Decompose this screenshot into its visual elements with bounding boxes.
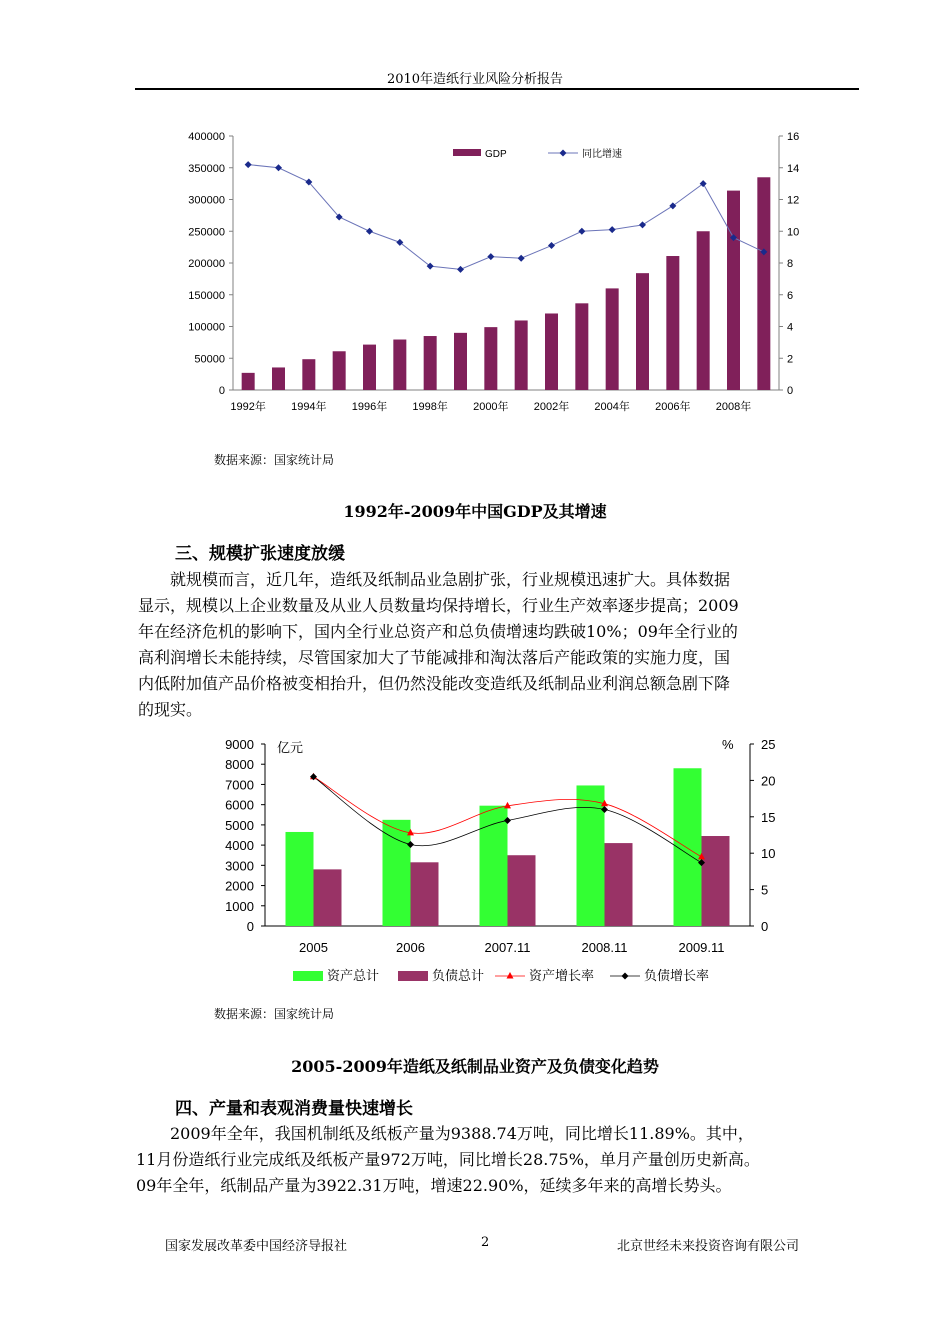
liabilities-bar [314,869,342,926]
section4-line: 2009年全年，我国机制纸及纸板产量为9388.74万吨，同比增长11.89%。其中， [170,1124,754,1143]
y-left-tick-label: 7000 [225,777,254,793]
y-left-tick-label: 1000 [225,898,254,914]
gdp-bar [302,359,315,390]
y-right-tick-label: 0 [787,385,794,397]
gdp-bar [515,320,528,390]
x-tick-label: 2002年 [533,401,570,413]
x-tick-label: 2006 [396,940,425,955]
y-left-tick-label: 150000 [188,289,225,302]
x-tick-label: 2005 [299,940,328,955]
legend-growth-label: 同比增速 [582,149,622,160]
growth-point [275,164,282,171]
gdp-bar [333,351,346,390]
legend-asset-growth-label: 资产增长率 [529,968,595,983]
y-left-tick-label: 5000 [225,817,254,833]
section4-line: 09年全年，纸制品产量为3922.31万吨，增速22.90%，延续多年来的高增长势头。 [136,1176,732,1195]
y-left-tick-label: 9000 [225,737,254,752]
y-right-tick-label: 5 [761,882,769,898]
x-tick-label: 2007.11 [484,940,531,955]
gdp-bar [575,303,588,390]
x-tick-label: 2004年 [594,401,630,413]
gdp-bar [424,336,437,390]
legend-assets-label: 资产总计 [327,968,380,983]
y-right-tick-label: 16 [787,131,800,143]
growth-point [700,180,707,187]
y-right-tick-label: 20 [761,773,776,789]
section4-line: 11月份造纸行业完成纸及纸板产量972万吨，同比增长28.75%，单月产量创历史新高。 [136,1150,760,1169]
section3-paragraph [138,567,850,723]
growth-point [457,266,464,273]
y-left-tick-label: 6000 [225,797,254,813]
liabilities-bar [508,855,536,926]
page-header-title: 2010年造纸行业风险分析报告 [386,72,564,87]
y-right-tick-label: 6 [787,289,794,302]
gdp-bar [666,256,679,390]
y-right-tick-label: 12 [787,194,800,207]
section4-heading: 四、产量和表观消费量快速增长 [175,1099,413,1119]
growth-point [518,255,525,262]
legend-liabilities-swatch [398,971,428,981]
gdp-bar [757,177,770,390]
footer-right: 北京世经未来投资咨询有限公司 [617,1239,800,1254]
assets-bar [286,832,314,926]
footer-left: 国家发展改革委中国经济导报社 [165,1239,348,1254]
gdp-bar [484,327,497,390]
liabilities-bar [411,862,439,926]
legend-asset-growth-marker [507,972,514,979]
gdp-chart [170,120,820,420]
growth-point [639,221,646,228]
y-right-tick-label: 0 [761,919,769,934]
x-tick-label: 2006年 [655,401,691,413]
growth-point [245,161,252,168]
liabilities-bar [605,843,633,926]
y-left-tick-label: 100000 [188,321,225,334]
section3-line: 年在经济危机的影响下，国内全行业总资产和总负债增速均跌破10%；09年全行业的 [138,622,738,641]
x-tick-label: 2000年 [473,401,509,413]
gdp-bar [454,333,467,390]
gdp-bar [393,340,406,390]
y-left-tick-label: 300000 [188,194,225,207]
growth-point [609,226,616,233]
legend-gdp-swatch [453,149,481,156]
left-unit-label: 亿元 [277,740,304,755]
gdp-bar [242,373,255,390]
legend-liabilities-label: 负债总计 [432,968,485,983]
y-right-tick-label: 14 [787,162,800,175]
y-left-tick-label: 350000 [188,162,225,175]
y-left-tick-label: 8000 [225,757,254,773]
y-left-tick-label: 50000 [194,353,225,366]
y-right-tick-label: 25 [761,737,776,752]
header-rule [135,88,859,90]
growth-point [578,228,585,235]
y-left-tick-label: 3000 [225,858,254,874]
growth-point [548,242,555,249]
x-tick-label: 2008.11 [581,940,628,955]
gdp-bar [636,273,649,390]
growth-line [248,165,764,270]
legend-gdp-label: GDP [485,149,507,160]
y-left-tick-label: 0 [218,385,225,397]
y-right-tick-label: 10 [787,226,800,239]
legend-growth-marker [560,150,567,157]
y-right-tick-label: 2 [787,353,794,366]
section3-line: 内低附加值产品价格被变相抬升，但仍然没能改变造纸及纸制品业利润总额急剧下降 [138,674,731,693]
gdp-bar [272,367,285,390]
x-tick-label: 1992年 [230,401,266,413]
growth-point [366,228,373,235]
liabilities-bar [702,836,730,926]
x-tick-label: 2008年 [715,401,752,413]
gdp-bar [545,313,558,390]
gdp-bar [606,288,619,390]
y-right-tick-label: 15 [761,809,776,825]
chart1-caption: 1992年-2009年中国GDP及其增速 [343,502,607,521]
section4-paragraph [136,1121,860,1199]
section3-heading: 三、规模扩张速度放缓 [175,544,345,564]
growth-point [669,202,676,209]
y-left-tick-label: 400000 [188,131,225,143]
assets-bar [480,806,508,926]
y-left-tick-label: 0 [246,919,254,934]
section3-line: 就规模而言，近几年，造纸及纸制品业急剧扩张，行业规模迅速扩大。具体数据 [170,570,731,589]
y-left-tick-label: 2000 [225,878,254,894]
y-left-tick-label: 200000 [188,258,225,270]
x-tick-label: 1996年 [351,401,388,413]
y-right-tick-label: 10 [761,846,776,862]
growth-point [487,253,494,260]
section3-line: 显示，规模以上企业数量及从业人员数量均保持增长，行业生产效率逐步提高；2009 [138,596,739,615]
legend-liability-growth-marker [622,973,629,980]
y-right-tick-label: 4 [787,321,794,334]
x-tick-label: 2009.11 [678,940,725,955]
section3-line: 的现实。 [138,700,203,719]
assets-bar [577,785,605,926]
gdp-bar [697,231,710,390]
legend-liability-growth-label: 负债增长率 [644,968,710,983]
y-right-tick-label: 8 [787,258,794,270]
right-unit-label: % [722,737,734,752]
assets-liabilities-chart [205,730,795,998]
chart2-caption: 2005-2009年造纸及纸制品业资产及负债变化趋势 [291,1057,659,1076]
x-tick-label: 1998年 [412,401,448,413]
chart1-source: 数据来源：国家统计局 [214,453,335,467]
x-tick-label: 1994年 [291,401,327,413]
legend-assets-swatch [293,971,323,981]
y-left-tick-label: 4000 [225,838,254,854]
gdp-bar [363,345,376,390]
y-left-tick-label: 250000 [188,226,225,239]
chart2-source: 数据来源：国家统计局 [214,1007,335,1021]
gdp-bar [727,191,740,390]
page-number: 2 [481,1235,490,1250]
section3-line: 高利润增长未能持续，尽管国家加大了节能减排和淘汰落后产能政策的实施力度，国 [138,648,731,667]
assets-bar [383,820,411,926]
